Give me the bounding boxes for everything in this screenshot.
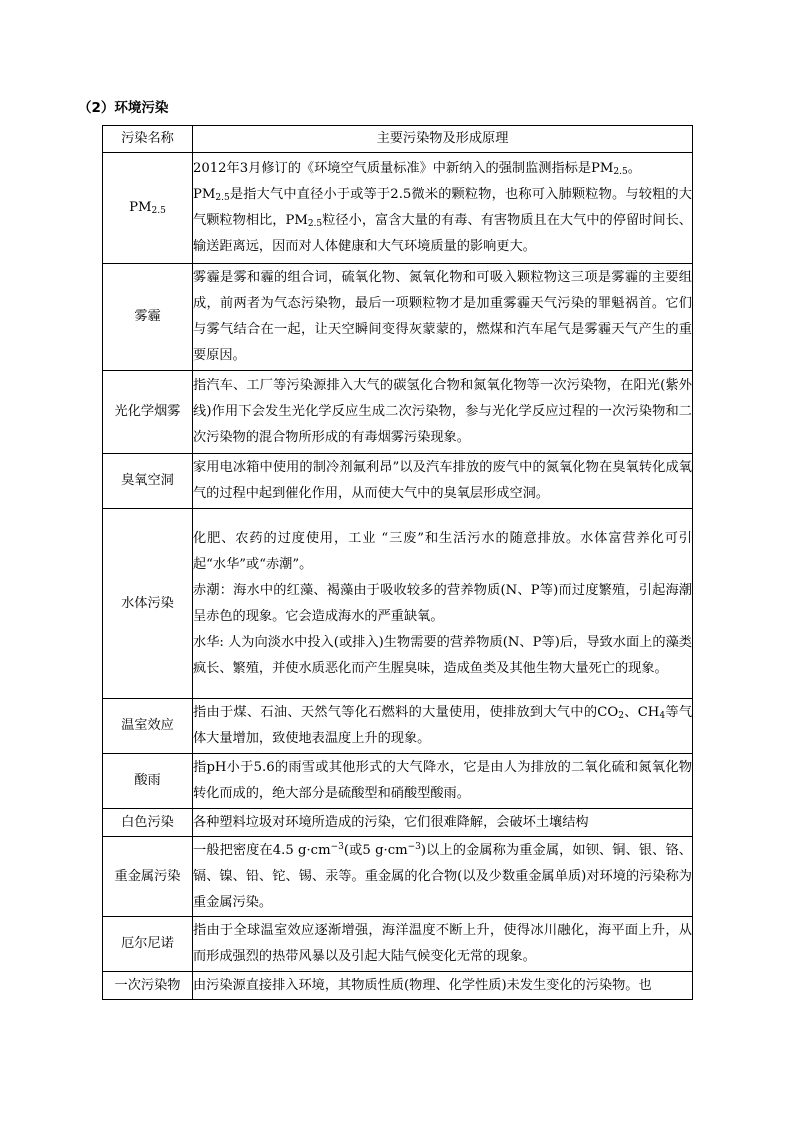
row-desc-smog: 雾霾是雾和霾的组合词，硫氧化物、氮氧化物和可吸入颗粒物这三项是雾霾的主要组成，前两者为气态污染物，最后一项颗粒物才是加重雾霾天气污染的罪魁祸首。它们与雾气结合在一起，让天空瞬间变得灰蒙蒙的，燃煤和汽车尾气是雾霾天气产生的重要原因。 — [193, 264, 693, 371]
table-row-acid-rain — [103, 754, 693, 809]
greenhouse-text-b: 、CH — [623, 705, 660, 720]
heavy-metal-text-c: )以上的金属称为重金属，如钡、铜、银、铬、镉、镍、铅、铊、锡、汞等。重金属的化合物(以及少数重金属单质)对环境的污染称为重金属污染。 — [193, 842, 692, 910]
pm25-text-2-sub: 2.5 — [215, 193, 230, 203]
row-desc-acid-rain: 指pH小于5.6的雨雪或其他形式的大气降水，它是由人为排放的二氧化硫和氮氧化物转化而成的，绝大部分是硫酸型和硝酸型酸雨。 — [193, 754, 693, 809]
row-desc-white-pollution: 各种塑料垃圾对环境所造成的污染，它们很难降解，会破坏土壤结构 — [193, 809, 693, 837]
row-desc-heavy-metal — [193, 837, 693, 917]
header-pollutants-principle: 主要污染物及形成原理 — [193, 126, 693, 153]
row-name-pm25 — [103, 153, 193, 264]
pollution-table — [102, 125, 693, 1000]
row-name-ozone-hole: 臭氧空洞 — [103, 454, 193, 509]
heavy-metal-text-a: 一般把密度在4.5 g·cm — [193, 842, 331, 858]
row-desc-primary-pollutant: 由污染源直接排入环境，其物质性质(物理、化学性质)未发生变化的污染物。也 — [193, 972, 693, 1000]
table-row-greenhouse — [103, 699, 693, 754]
row-desc-pm25 — [193, 153, 693, 264]
pm25-subscript: 2.5 — [151, 206, 166, 216]
row-desc-ozone-hole: 家用电冰箱中使用的制冷剂氟利昂”以及汽车排放的废气中的氮氧化物在臭氧转化成氧气的过程中起到催化作用，从而使大气中的臭氧层形成空洞。 — [193, 454, 693, 509]
row-name-heavy-metal: 重金属污染 — [103, 837, 193, 917]
table-row-pm25 — [103, 153, 693, 264]
pm25-label: PM — [129, 200, 152, 215]
header-pollution-name: 污染名称 — [103, 126, 193, 153]
row-name-primary-pollutant: 一次污染物 — [103, 972, 193, 1000]
pm25-text-2a: PM — [193, 187, 216, 202]
row-desc-photochemical-smog: 指汽车、工厂等污染源排入大气的碳氢化合物和氮氧化物等一次污染物，在阳光(紫外线)作用下会发生光化学反应生成二次污染物，参与光化学反应过程的一次污染物和二次污染物的混合物所形成的有毒烟雾污染现象。 — [193, 371, 693, 454]
table-row-smog — [103, 264, 693, 371]
greenhouse-text-c: 等气体大量增加，致使地表温度上升的现象。 — [193, 705, 693, 746]
pm25-text-1: 2012年3月修订的《环境空气质量标准》中新纳入的强制监测指标是PM — [193, 161, 614, 176]
row-name-acid-rain: 酸雨 — [103, 754, 193, 809]
table-row-water-pollution — [103, 509, 693, 699]
table-row-primary-pollutant — [103, 972, 693, 1000]
row-name-el-nino: 厄尔尼诺 — [103, 917, 193, 972]
row-desc-greenhouse — [193, 699, 693, 754]
water-paragraph-algal-bloom: 水华: 人为向淡水中投入(或排入)生物需要的营养物质(N、P等)后，导致水面上的藻类疯长、繁殖，并使水质恶化而产生腥臭味，造成鱼类及其他生物大量死亡的现象。 — [193, 634, 692, 676]
row-name-white-pollution: 白色污染 — [103, 809, 193, 837]
pm25-text-2b: 是指大气中直径小于或等于2.5微米的颗粒物，也称可入肺颗粒物。与较粗的大气颗粒物相比，PM — [193, 187, 692, 228]
table-row-el-nino — [103, 917, 693, 972]
section-title: （2）环境污染 — [78, 100, 169, 116]
table-header-row — [103, 126, 693, 153]
pm25-text-1-sub: 2.5 — [613, 167, 628, 177]
greenhouse-sub-ch4: 4 — [659, 711, 666, 721]
pm25-text-1-end: 。 — [627, 161, 641, 176]
pm25-line-1 — [193, 156, 692, 182]
water-paragraph-1: 化肥、农药的过度使用，工业 “三废”和生活污水的随意排放。水体富营养化可引起“水华”或“赤潮”。 — [193, 530, 692, 572]
row-name-photochemical-smog: 光化学烟雾 — [103, 371, 193, 454]
row-name-smog: 雾霾 — [103, 264, 193, 371]
pm25-paragraph-2 — [193, 182, 692, 260]
row-desc-el-nino: 指由于全球温室效应逐渐增强，海洋温度不断上升，使得冰川融化，海平面上升，从而形成强烈的热带风暴以及引起大陆气候变化无常的现象。 — [193, 917, 693, 972]
table-row-heavy-metal — [103, 837, 693, 917]
row-name-water-pollution: 水体污染 — [103, 509, 193, 699]
table-row-white-pollution — [103, 809, 693, 837]
row-name-greenhouse: 温室效应 — [103, 699, 193, 754]
heavy-metal-text-b: (或5 g·cm — [343, 842, 408, 858]
table-row-photochemical-smog — [103, 371, 693, 454]
greenhouse-text-a: 指由于煤、石油、天然气等化石燃料的大量使用，使排放到大气中的CO — [193, 705, 619, 720]
row-desc-water-pollution — [193, 509, 693, 699]
pm25-text-2c: 粒径小，富含大量的有毒、有害物质且在大气中的停留时间长、输送距离远，因而对人体健康和大气环境质量的影响更大。 — [193, 213, 692, 254]
table-row-ozone-hole — [103, 454, 693, 509]
greenhouse-sub-co2: 2 — [618, 711, 624, 721]
water-paragraph-red-tide: 赤潮：海水中的红藻、褐藻由于吸收较多的营养物质(N、P等)而过度繁殖，引起海潮呈赤色的现象。它会造成海水的严重缺氧。 — [193, 582, 692, 624]
pm25-text-2-sub2: 2.5 — [307, 219, 323, 229]
heavy-metal-sup-2: −3 — [407, 841, 421, 852]
heavy-metal-sup-1: −3 — [330, 841, 344, 852]
